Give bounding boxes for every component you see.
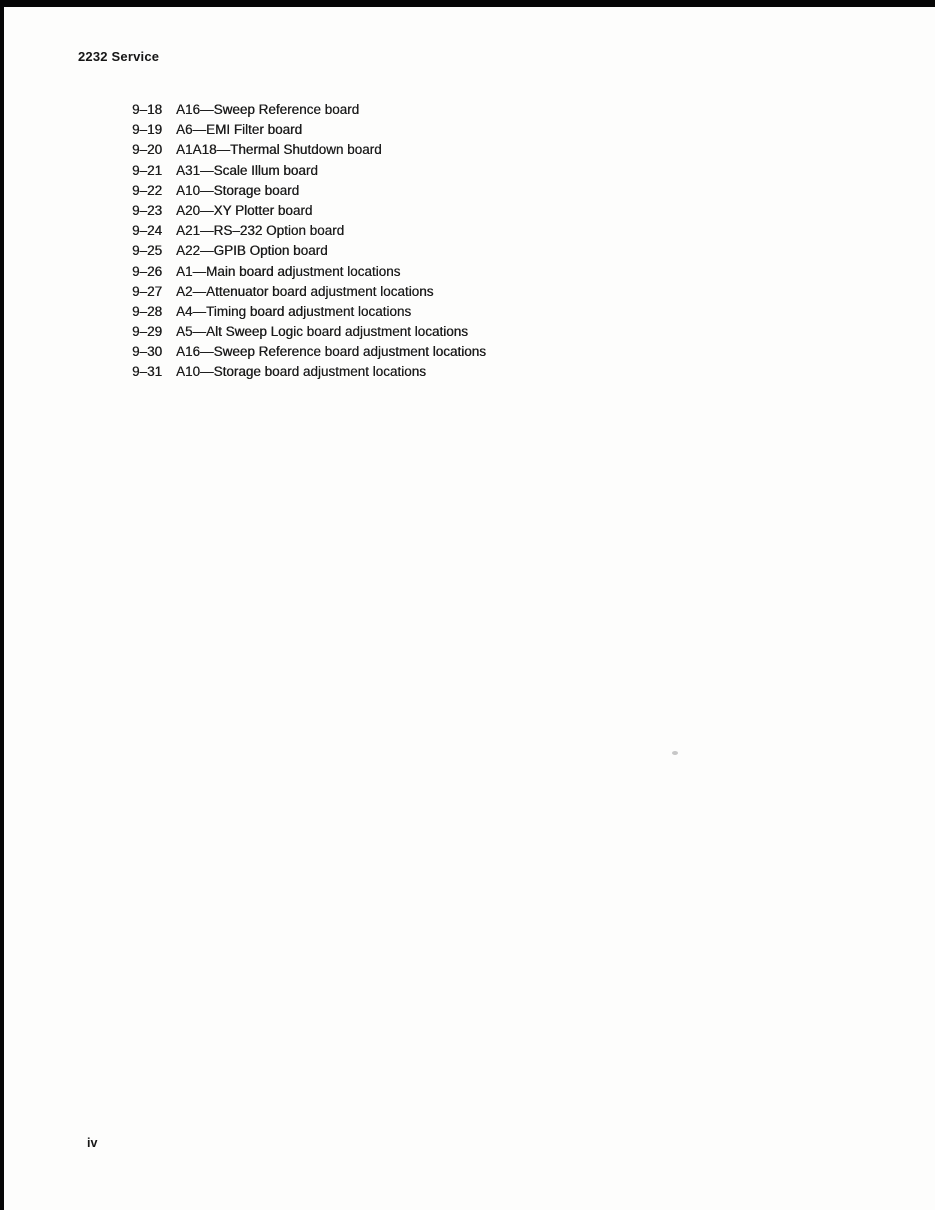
scan-speck xyxy=(672,751,678,755)
figure-title: A10—Storage board xyxy=(176,182,300,198)
figure-number: 9–26 xyxy=(132,263,163,279)
figure-title: A2—Attenuator board adjustment locations xyxy=(176,283,434,299)
page-number: iv xyxy=(87,1136,98,1150)
figure-list xyxy=(132,102,486,385)
figure-entry xyxy=(132,122,486,142)
figure-entry xyxy=(132,304,486,324)
figure-entry xyxy=(132,163,486,183)
figure-number: 9–23 xyxy=(132,202,163,218)
figure-title: A1A18—Thermal Shutdown board xyxy=(176,142,382,158)
figure-number: 9–29 xyxy=(132,324,163,340)
figure-number: 9–22 xyxy=(132,182,163,198)
figure-number: 9–31 xyxy=(132,364,163,380)
figure-entry xyxy=(132,284,486,304)
figure-entry xyxy=(132,102,486,122)
figure-number: 9–28 xyxy=(132,303,163,319)
scan-edge-top xyxy=(0,0,935,7)
figure-title: A16—Sweep Reference board adjustment locations xyxy=(176,344,486,360)
figure-entry xyxy=(132,364,486,384)
figure-title: A22—GPIB Option board xyxy=(176,243,328,259)
figure-entry xyxy=(132,324,486,344)
figure-entry xyxy=(132,203,486,223)
figure-entry xyxy=(132,142,486,162)
figure-number: 9–24 xyxy=(132,223,163,239)
figure-number: 9–30 xyxy=(132,344,163,360)
figure-title: A16—Sweep Reference board xyxy=(176,102,360,117)
scan-edge-left xyxy=(0,0,4,1210)
figure-entry xyxy=(132,183,486,203)
figure-number: 9–27 xyxy=(132,283,163,299)
figure-title: A21—RS–232 Option board xyxy=(176,223,345,239)
figure-title: A20—XY Plotter board xyxy=(176,202,313,218)
figure-number: 9–19 xyxy=(132,122,163,138)
page-header xyxy=(78,49,159,64)
figure-title: A4—Timing board adjustment locations xyxy=(176,303,412,319)
figure-title: A1—Main board adjustment locations xyxy=(176,263,401,279)
figure-number: 9–18 xyxy=(132,102,163,117)
manual-title: 2232 Service xyxy=(78,49,160,64)
figure-number: 9–20 xyxy=(132,142,163,158)
figure-number: 9–21 xyxy=(132,162,163,178)
figure-title: A6—EMI Filter board xyxy=(176,122,303,138)
figure-entry xyxy=(132,243,486,263)
figure-entry xyxy=(132,344,486,364)
figure-title: A5—Alt Sweep Logic board adjustment locations xyxy=(176,324,468,340)
figure-title: A31—Scale Illum board xyxy=(176,162,318,178)
figure-title: A10—Storage board adjustment locations xyxy=(176,364,426,380)
figure-number: 9–25 xyxy=(132,243,163,259)
figure-entry xyxy=(132,264,486,284)
figure-entry xyxy=(132,223,486,243)
